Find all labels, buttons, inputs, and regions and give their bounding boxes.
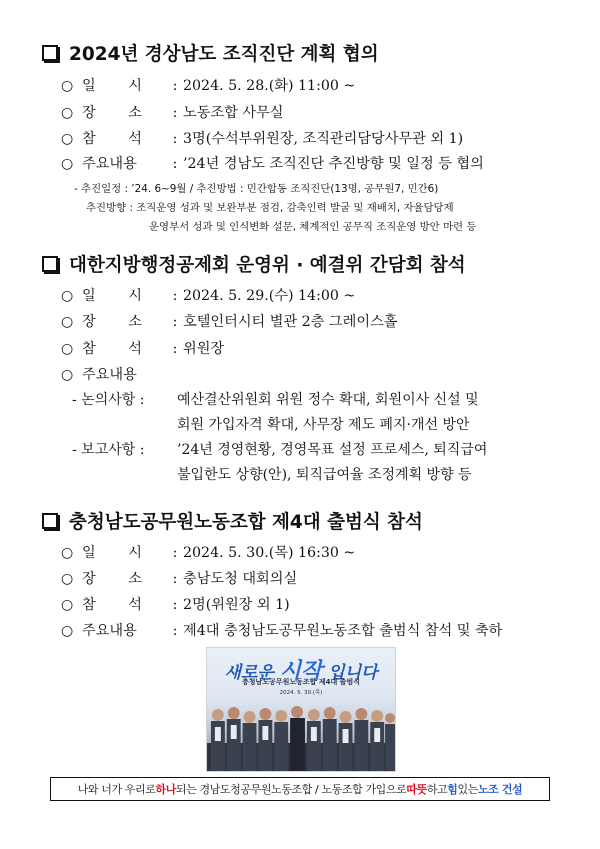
- sub-head: - 보고사항 :: [72, 442, 145, 458]
- row-label: 장 소: [82, 105, 142, 121]
- colon: :: [172, 314, 178, 330]
- circle-bullet-icon: ○: [61, 105, 74, 121]
- s3-row-date: [61, 542, 355, 562]
- circle-bullet-icon: ○: [61, 597, 74, 613]
- s2-sub-discussion-cont: 회원 가입자격 확대, 사무장 제도 폐지·개선 방안: [177, 417, 470, 433]
- s1-row-content: [61, 153, 484, 173]
- row-label: 장 소: [82, 571, 142, 587]
- s2-row-content: [61, 364, 137, 384]
- row-value: 호텔인터시티 별관 2층 그레이스홀: [183, 314, 398, 330]
- slogan-part: 나와 너가 우리로: [77, 783, 156, 796]
- section-1-title-text: 2024년 경상남도 조직진단 계획 협의: [69, 44, 379, 65]
- colon: :: [172, 78, 178, 94]
- event-photo: [206, 647, 396, 772]
- s2-sub-report: [72, 439, 487, 459]
- row-label: 참 석: [82, 597, 142, 613]
- circle-bullet-icon: ○: [61, 288, 74, 304]
- sub-line: 예산결산위원회 위원 정수 확대, 회원이사 신설 및: [177, 392, 479, 408]
- s1-note-3: 운영부서 성과 및 인식변화 설문, 체계적인 공무직 조직운영 방안 마련 등: [149, 221, 477, 233]
- slogan-highlight-blue: 노조 건설: [477, 783, 523, 796]
- s1-note-1: - 추진일정 : ’24. 6~9월 / 추진방법 : 민간합동 조직진단(13명, 공무원7, 민간6): [74, 183, 439, 195]
- circle-bullet-icon: ○: [61, 623, 74, 639]
- colon: :: [172, 545, 178, 561]
- row-value: 2024. 5. 28.(화) 11:00 ~: [183, 78, 356, 94]
- crowd-silhouette: [207, 693, 395, 771]
- row-label: 주요내용: [82, 367, 137, 383]
- slogan-highlight-red: 하나: [155, 783, 176, 796]
- s2-sub-discussion: [72, 389, 479, 409]
- circle-bullet-icon: ○: [61, 78, 74, 94]
- s2-row-place: [61, 311, 397, 331]
- checkbox-square-icon: [42, 45, 58, 61]
- sub-line: ’24년 경영현황, 경영목표 설정 프로세스, 퇴직급여: [177, 442, 488, 458]
- sub-head: - 논의사항 :: [72, 392, 145, 408]
- section-2-title-text: 대한지방행정공제회 운영위 · 예결위 간담회 참석: [69, 255, 466, 276]
- slogan-part: 하고: [426, 783, 448, 796]
- row-value: 제4대 충청남도공무원노동조합 출범식 참석 및 축하: [183, 623, 503, 639]
- section-1-title: [42, 40, 379, 66]
- circle-bullet-icon: ○: [61, 314, 74, 330]
- row-label: 참 석: [82, 341, 142, 357]
- s1-row-attend: [61, 128, 463, 148]
- banner-word: 입니다: [328, 663, 378, 683]
- s3-row-place: [61, 568, 297, 588]
- row-value: ’24년 경남도 조직진단 추진방향 및 일정 등 협의: [183, 156, 484, 172]
- section-3-title-text: 충청남도공무원노동조합 제4대 출범식 참석: [69, 512, 423, 533]
- row-label: 일 시: [82, 545, 142, 561]
- colon: :: [172, 341, 178, 357]
- section-3-title: [42, 508, 423, 534]
- row-value: 3명(수석부위원장, 조직관리담당사무관 외 1): [183, 131, 464, 147]
- s3-row-attend: [61, 594, 290, 614]
- colon: :: [172, 571, 178, 587]
- s2-row-date: [61, 285, 355, 305]
- row-value: 노동조합 사무실: [183, 105, 284, 121]
- footer-slogan: [50, 777, 550, 801]
- slogan-highlight-blue: 힘: [447, 783, 458, 796]
- checkbox-square-icon: [42, 256, 58, 272]
- row-value: 위원장: [183, 341, 225, 357]
- row-label: 일 시: [82, 288, 142, 304]
- row-value: 2명(위원장 외 1): [183, 597, 290, 613]
- colon: :: [172, 156, 178, 172]
- colon: :: [172, 623, 178, 639]
- circle-bullet-icon: ○: [61, 341, 74, 357]
- s1-note-2: 추진방향 : 조직운영 성과 및 보완부분 점검, 감축인력 발굴 및 재배치, 자율담당제: [86, 202, 454, 214]
- circle-bullet-icon: ○: [61, 156, 74, 172]
- colon: :: [172, 597, 178, 613]
- checkbox-square-icon: [42, 513, 58, 529]
- section-2-title: [42, 251, 466, 277]
- colon: :: [172, 131, 178, 147]
- s2-sub-report-cont: 불입한도 상향(안), 퇴직급여율 조정계획 방향 등: [177, 467, 472, 483]
- circle-bullet-icon: ○: [61, 545, 74, 561]
- colon: :: [172, 105, 178, 121]
- slogan-part: 되는 경남도청공무원노동조합 / 노동조합 가입으로: [175, 783, 407, 796]
- row-label: 참 석: [82, 131, 142, 147]
- row-label: 일 시: [82, 78, 142, 94]
- slogan-highlight-red: 따뜻: [406, 783, 427, 796]
- row-label: 주요내용: [82, 156, 137, 172]
- row-value: 2024. 5. 29.(수) 14:00 ~: [183, 288, 356, 304]
- photo-banner-subtitle: 충청남도공무원노동조합 제4대 출범식: [242, 678, 360, 686]
- circle-bullet-icon: ○: [61, 367, 74, 383]
- banner-word: 새로운: [224, 663, 274, 683]
- slogan-part: 있는: [457, 783, 478, 796]
- banner-word-large: 시작: [279, 659, 323, 684]
- s3-row-content: [61, 620, 502, 640]
- row-value: 충남도청 대회의실: [183, 571, 298, 587]
- circle-bullet-icon: ○: [61, 571, 74, 587]
- s1-row-date: [61, 75, 355, 95]
- photo-banner-date: 2024. 5. 30.(목): [279, 690, 323, 696]
- s2-row-attend: [61, 338, 224, 358]
- circle-bullet-icon: ○: [61, 131, 74, 147]
- colon: :: [172, 288, 178, 304]
- row-label: 장 소: [82, 314, 142, 330]
- row-label: 주요내용: [82, 623, 137, 639]
- s1-row-place: [61, 102, 283, 122]
- row-value: 2024. 5. 30.(목) 16:30 ~: [183, 545, 356, 561]
